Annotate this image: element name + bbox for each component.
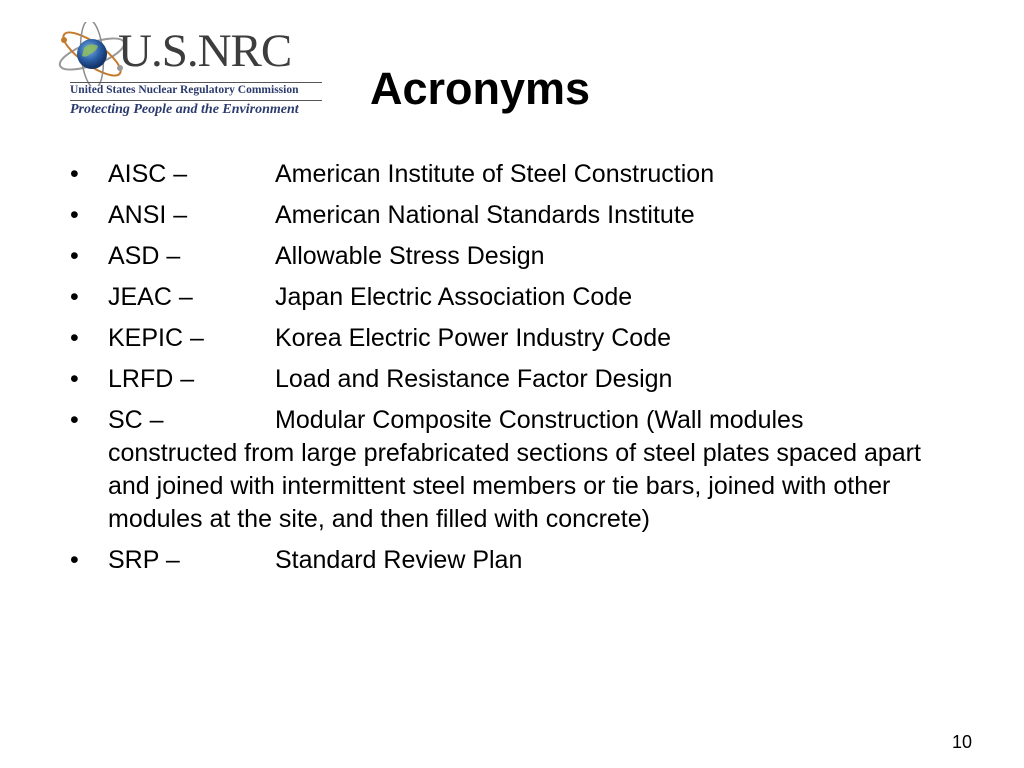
acronym-definition: American Institute of Steel Construction <box>275 160 715 188</box>
acronym-definition: American National Standards Institute <box>275 201 695 229</box>
bullet-icon: • <box>70 283 79 311</box>
slide-title: Acronyms <box>370 63 591 114</box>
acronym-definition: Modular Composite Construction (Wall modules <box>275 406 804 434</box>
page-number: 10 <box>951 732 972 752</box>
acronym-definition: Load and Resistance Factor Design <box>275 365 673 393</box>
acronym-definition: Japan Electric Association Code <box>275 283 633 311</box>
acronym-abbr: JEAC – <box>108 283 193 311</box>
list-item <box>70 544 930 577</box>
list-item <box>70 363 930 396</box>
list-item <box>70 281 930 314</box>
list-item <box>70 199 930 232</box>
acronym-abbr: SC – <box>108 406 164 434</box>
logo-divider <box>70 100 322 101</box>
logo-wordmark: U.S.NRC <box>118 25 292 77</box>
acronym-abbr: AISC – <box>108 160 188 188</box>
acronym-abbr: ANSI – <box>108 201 188 229</box>
bullet-icon: • <box>70 406 79 434</box>
acronym-definition-continuation: constructed from large prefabricated sections of steel plates spaced apart and joined with intermittent steel members or tie bars, joined with other modules at the site, and then filled with concrete) <box>108 439 921 533</box>
bullet-icon: • <box>70 324 79 352</box>
bullet-icon: • <box>70 201 79 229</box>
list-item <box>70 240 930 273</box>
nrc-logo <box>54 18 326 126</box>
acronym-abbr: KEPIC – <box>108 324 204 352</box>
atom-globe-icon <box>54 22 126 86</box>
logo-tagline: Protecting People and the Environment <box>70 102 299 117</box>
bullet-icon: • <box>70 160 79 188</box>
acronym-definition: Allowable Stress Design <box>275 242 545 270</box>
bullet-icon: • <box>70 365 79 393</box>
acronym-list <box>70 158 930 585</box>
logo-subtitle: United States Nuclear Regulatory Commission <box>70 84 299 96</box>
list-item <box>70 158 930 191</box>
acronym-abbr: LRFD – <box>108 365 195 393</box>
list-item <box>70 404 930 536</box>
list-item <box>70 322 930 355</box>
acronym-abbr: ASD – <box>108 242 181 270</box>
acronym-definition: Korea Electric Power Industry Code <box>275 324 672 352</box>
bullet-icon: • <box>70 242 79 270</box>
logo-divider <box>70 82 322 83</box>
acronym-abbr: SRP – <box>108 546 180 574</box>
bullet-icon: • <box>70 546 79 574</box>
acronym-definition: Standard Review Plan <box>275 546 523 574</box>
